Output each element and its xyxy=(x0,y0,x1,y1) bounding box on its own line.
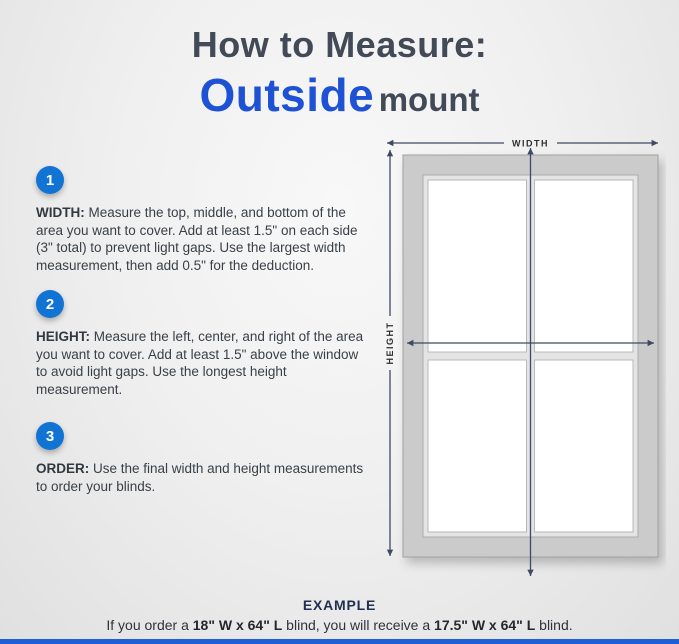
window-pane-top-right xyxy=(535,180,634,352)
width-arrow-label: WIDTH xyxy=(512,138,549,149)
window-pane-bottom-left xyxy=(428,360,527,532)
example-received-size: 17.5" W x 64" L xyxy=(434,617,536,633)
title-rest: mount xyxy=(378,81,480,118)
step-3-body: Use the final width and height measurements to order your blinds. xyxy=(36,461,364,494)
example-text xyxy=(0,617,679,633)
step-2-badge: 2 xyxy=(36,290,64,318)
step-1-text xyxy=(36,204,372,274)
example-middle: blind, you will receive a xyxy=(282,617,435,633)
example-heading: EXAMPLE xyxy=(302,597,377,613)
width-arrow xyxy=(387,139,658,149)
bottom-accent-bar xyxy=(0,639,679,644)
page-title xyxy=(0,24,679,122)
step-2-body: Measure the left, center, and right of the area you want to cover. Add at least 1.5" above the window to avoid light gaps. Use the longest height measurement. xyxy=(36,329,364,397)
title-line2 xyxy=(0,68,679,122)
window-diagram xyxy=(366,128,666,592)
step-2-text xyxy=(36,328,372,398)
window-pane-bottom-right xyxy=(535,360,634,532)
title-accent: Outside xyxy=(199,69,375,121)
title-line1: How to Measure: xyxy=(191,24,488,65)
example-suffix: blind. xyxy=(535,617,573,633)
step-1-badge: 1 xyxy=(36,166,64,194)
step-3-text xyxy=(36,460,372,495)
height-arrow xyxy=(385,150,395,556)
example-prefix: If you order a xyxy=(106,617,193,633)
step-1-label: WIDTH: xyxy=(36,205,85,220)
step-3-label: ORDER: xyxy=(36,461,90,477)
height-arrow-label: HEIGHT xyxy=(385,321,395,365)
example-section xyxy=(0,597,679,633)
window-pane-top-left xyxy=(428,180,527,352)
step-3-badge: 3 xyxy=(36,422,64,450)
step-2-label: HEIGHT: xyxy=(36,329,90,345)
steps-column xyxy=(36,166,376,511)
example-ordered-size: 18" W x 64" L xyxy=(192,617,283,633)
step-1-body: Measure the top, middle, and bottom of the area you want to cover. Add at least 1.5" on each side (3" total) to prevent light gaps. Use the largest width measurement, then add 0.5" for the deduction. xyxy=(36,205,358,273)
